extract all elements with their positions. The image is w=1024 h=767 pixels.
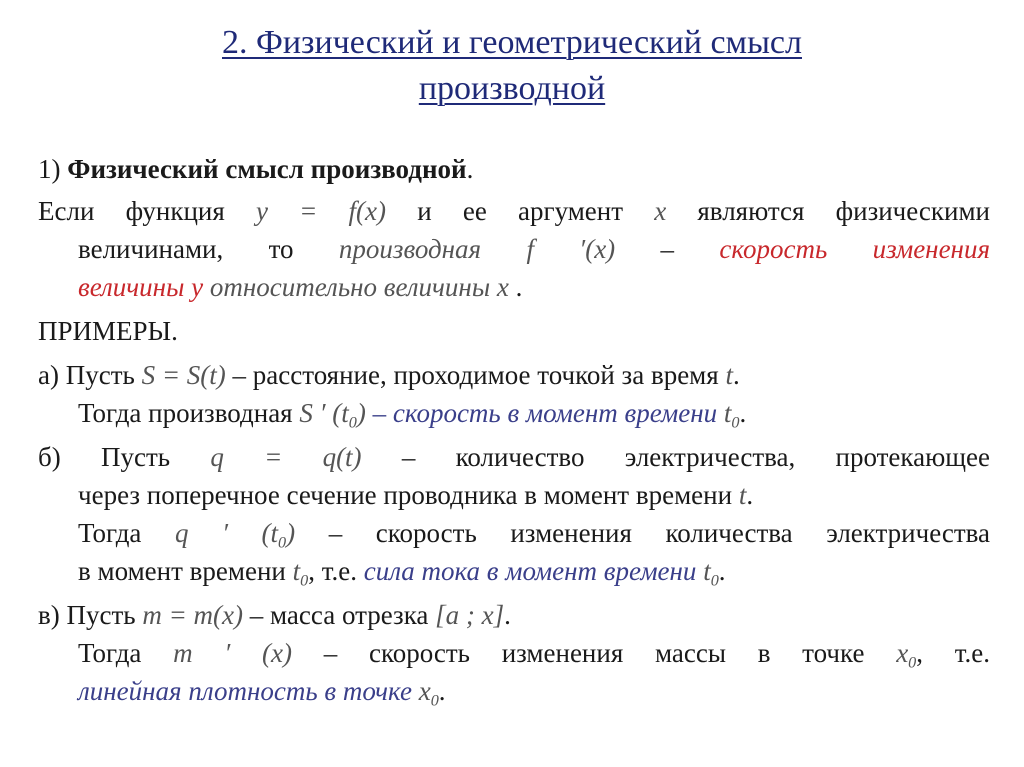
- formula-s-prime: S ′ $(t_0)$: [299, 398, 366, 432]
- highlight-rate-of-change: скорость изменения: [719, 234, 991, 264]
- title-line-1: 2. Физический и геометрический смысл: [222, 24, 802, 61]
- example-b-line3: Тогда q ′ $(t_0)$ – скорость изменения количества электричества: [78, 518, 991, 552]
- section1-line2: величинами, то производная f ′(x) – скорость изменения: [78, 234, 991, 264]
- example-a-line2: Тогда производная S ′ $(t_0)$ – скорость в момент времени $t_0$.: [78, 398, 747, 432]
- highlight-linear-density: линейная плотность в точке: [78, 676, 412, 706]
- example-b-line4: в момент времени $t_0$, т.е. сила тока в момент времени $t_0$.: [78, 556, 726, 590]
- section1-line1: Если функция y = f(x) и ее аргумент x являются физическими: [38, 196, 991, 226]
- formula-q-prime: q ′ $(t_0)$: [175, 518, 296, 552]
- example-a-line1: а) Пусть S = S(t) – расстояние, проходимое точкой за время t.: [38, 360, 740, 390]
- example-c-line2: Тогда m ′ (x) – скорость изменения массы в точке $x_0$, т.е.: [78, 638, 991, 672]
- title-line-2: производной: [418, 70, 606, 107]
- example-c-line1: в) Пусть m = m(x) – масса отрезка [a ; x].: [38, 600, 511, 630]
- formula-q-qt: q = q(t): [210, 442, 362, 472]
- highlight-current: сила тока в момент времени: [363, 556, 697, 586]
- example-c-line3: линейная плотность в точке $x_0$.: [78, 676, 446, 710]
- formula-f-prime: f ′(x): [526, 234, 616, 264]
- formula-y-fx: y = f(x): [255, 196, 387, 226]
- segment-a-x: [a ; x]: [435, 600, 505, 630]
- section1-heading-text: Физический смысл производной: [67, 154, 467, 184]
- formula-m-mx: m = m(x): [142, 600, 244, 630]
- formula-s-st: S = S(t): [141, 360, 226, 390]
- formula-m-prime: m ′ (x): [173, 638, 292, 668]
- section1-line3: величины y относительно величины x .: [78, 272, 523, 302]
- section1-heading: 1) Физический смысл производной.: [38, 154, 474, 184]
- slide-title: [0, 20, 1024, 112]
- example-b-line1: б) Пусть q = q(t) – количество электричества, протекающее: [38, 442, 991, 472]
- examples-label: ПРИМЕРЫ.: [38, 316, 178, 346]
- example-b-line2: через поперечное сечение проводника в момент времени t.: [78, 480, 754, 510]
